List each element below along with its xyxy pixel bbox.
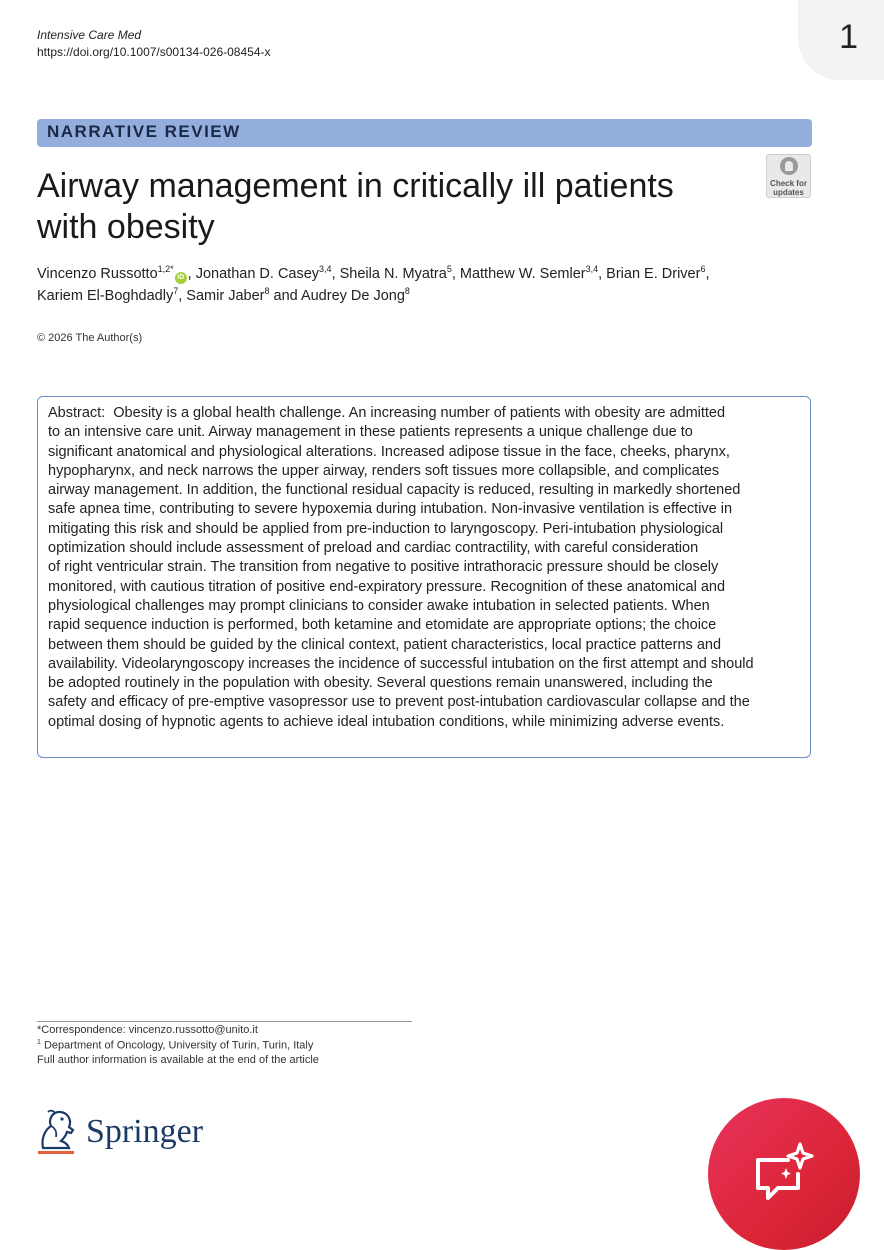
abstract-line: airway management. In addition, the functional residual capacity is reduced, resulting in markedly shortened [48, 482, 741, 499]
copyright: © 2026 The Author(s) [37, 332, 143, 344]
author-name[interactable]: Kariem El-Boghdadly [37, 288, 174, 304]
affiliation-note: $^1$ Department of Oncology, University of Turin, Turin, Italy [37, 1039, 314, 1052]
journal-name: Intensive Care Med [37, 28, 142, 42]
abstract-text [48, 404, 798, 732]
author-separator: and [269, 288, 301, 304]
author-name[interactable]: Jonathan D. Casey [195, 266, 320, 282]
abstract-line: safety and efficacy of pre-emptive vasopressor use to prevent post-intubation cardiovascular collapse and the [48, 694, 750, 711]
author-name[interactable]: Sheila N. Myatra [339, 266, 447, 282]
abstract-line: hypopharynx, and neck narrows the upper airway, renders soft tissues more collapsible, and complicates [48, 462, 720, 479]
springer-wordmark: Springer [86, 1113, 204, 1150]
author-name[interactable]: Brian E. Driver [606, 266, 701, 282]
orcid-icon[interactable]: iD [175, 272, 187, 284]
author-affiliation-sup: 7 [173, 286, 179, 297]
author-separator: , [331, 266, 340, 282]
page-number: 1 [839, 18, 858, 56]
check-for-updates-icon [780, 157, 798, 175]
abstract-line: between them should be guided by the clinical context, patient characteristics, local practice patterns and [48, 636, 722, 653]
author-separator: , [178, 288, 187, 304]
abstract-line: safe apnea time, contributing to severe hypoxemia during intubation. Non-invasive ventilation is effective in [48, 501, 733, 518]
ai-chat-sparkle-icon [748, 1138, 818, 1208]
title-line-2: with obesity [37, 208, 215, 246]
footnote-divider [37, 1021, 412, 1022]
article-title [37, 166, 757, 248]
abstract-line: to an intensive care unit. Airway management in these patients represents a unique challenge due to [48, 424, 693, 441]
author-name[interactable]: Audrey De Jong [300, 288, 405, 304]
abstract-line: optimal dosing of hypnotic agents to achieve ideal intubation conditions, while minimizing adverse events. [48, 713, 725, 730]
check-for-updates-text: Check for updates [770, 179, 807, 197]
author-separator: , [598, 266, 607, 282]
abstract-line: mitigating this risk and should be applied from pre-induction to laryngoscopy. Peri-intubation physiological [48, 520, 724, 537]
author-separator: , [187, 266, 196, 282]
springer-logo [37, 1108, 217, 1158]
ai-assistant-button[interactable] [708, 1098, 860, 1250]
article-type-label: NARRATIVE REVIEW [47, 122, 241, 141]
doi-link[interactable]: https://doi.org/10.1007/s00134-026-08454-x [37, 45, 271, 59]
author-name[interactable]: Vincenzo Russotto [37, 266, 158, 282]
author-info-note: Full author information is available at the end of the article [37, 1054, 319, 1066]
abstract-line: physiological challenges may prompt clinicians to consider awake intubation in selected patients. When [48, 597, 710, 614]
abstract-label: Abstract: [48, 405, 106, 421]
author-name[interactable]: Matthew W. Semler [459, 266, 586, 282]
author-name[interactable]: Samir Jaber [186, 288, 265, 304]
author-affiliation-sup: 3,4 [319, 264, 332, 275]
title-line-1: Airway management in critically ill patients [37, 167, 674, 205]
author-affiliation-sup: 8 [404, 286, 410, 297]
abstract-line: of right ventricular strain. The transition from negative to positive intrathoracic pressure should be closely [48, 559, 719, 576]
abstract-line: availability. Videolaryngoscopy increases the incidence of successful intubation on the first attempt and should [48, 655, 754, 672]
abstract-line: rapid sequence induction is performed, both ketamine and etomidate are appropriate options; the choice [48, 617, 717, 634]
springer-accent-bar [38, 1151, 74, 1154]
article-type-band [37, 119, 812, 147]
author-list [37, 263, 807, 307]
author-affiliation-sup: 1,2* [157, 264, 174, 275]
author-affiliation-sup: 3,4 [585, 264, 599, 275]
author-affiliation-sup: 8 [264, 286, 270, 297]
abstract-line: monitored, with cautious titration of positive end-expiratory pressure. Recognition of these anatomical and [48, 578, 726, 595]
author-affiliation-sup: 5 [446, 264, 452, 275]
check-for-updates-badge[interactable] [766, 154, 811, 198]
abstract-line: be adopted routinely in the population with obesity. Several questions remain unanswered, including the [48, 675, 713, 692]
abstract-line: significant anatomical and physiological alterations. Increased adipose tissue in the face, cheeks, pharynx, [48, 443, 730, 460]
springer-horse-icon [37, 1108, 77, 1152]
author-separator: , [705, 266, 710, 282]
abstract-line: Obesity is a global health challenge. An increasing number of patients with obesity are admitted [113, 405, 726, 421]
author-separator: , [451, 266, 460, 282]
abstract-line: optimization should include assessment of preload and cardiac contractility, with careful consideration [48, 540, 699, 557]
correspondence-note: *Correspondence: vincenzo.russotto@unito.it [37, 1024, 258, 1036]
abstract-box [37, 396, 811, 758]
author-affiliation-sup: 6 [700, 264, 706, 275]
